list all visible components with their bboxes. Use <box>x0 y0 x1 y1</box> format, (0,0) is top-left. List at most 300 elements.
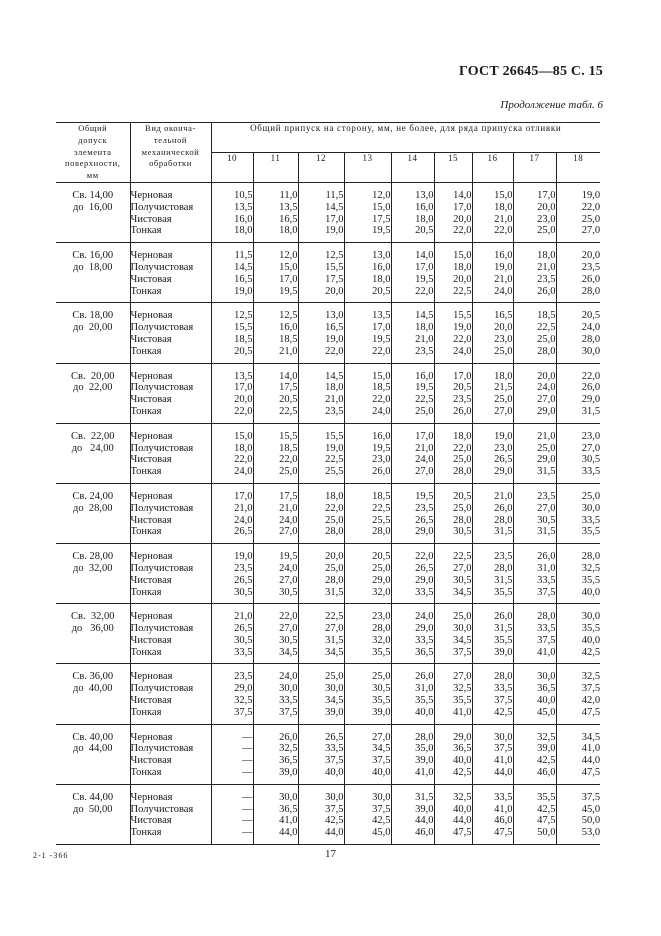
allowance-value: 26,0 <box>279 731 298 743</box>
allowance-values-cell <box>472 784 513 844</box>
allowance-value: 20,5 <box>372 285 391 297</box>
tolerance-range-text: до 36,00 <box>71 623 114 635</box>
allowance-values-cell <box>298 363 344 423</box>
allowance-value: 20,5 <box>234 345 253 357</box>
allowance-value: 44,0 <box>279 827 298 839</box>
allowance-values-cell <box>391 303 434 363</box>
allowance-value: 35,0 <box>415 743 434 755</box>
allowance-value: 21,0 <box>537 261 556 273</box>
allowance-value: 26,0 <box>372 466 391 478</box>
allowance-values-cell <box>211 544 253 604</box>
allowance-value: 21,0 <box>279 502 298 514</box>
machining-type-cell <box>130 544 211 604</box>
allowance-value: 23,5 <box>494 551 513 563</box>
allowance-value: 25,0 <box>453 454 472 466</box>
allowance-values-cell <box>434 182 472 242</box>
allowance-table <box>56 122 600 845</box>
table-row <box>56 423 600 483</box>
allowance-value: 27,0 <box>494 405 513 417</box>
allowance-value: — <box>242 791 253 803</box>
machining-type-label: Чистовая <box>130 454 172 466</box>
allowance-value: 27,0 <box>279 574 298 586</box>
allowance-value: 22,5 <box>453 285 472 297</box>
allowance-values-cell <box>298 243 344 303</box>
allowance-values-cell <box>211 182 253 242</box>
table-row <box>56 784 600 844</box>
allowance-value: 26,5 <box>234 623 253 635</box>
allowance-value: 21,0 <box>234 611 253 623</box>
allowance-values-cell <box>391 483 434 543</box>
header-text: допуск <box>78 134 108 145</box>
tolerance-range-text: до 22,00 <box>73 382 113 394</box>
allowance-values-cell <box>513 363 556 423</box>
allowance-value: 17,0 <box>415 261 434 273</box>
allowance-value: 36,5 <box>415 646 434 658</box>
allowance-value: 25,5 <box>372 514 391 526</box>
allowance-value: 22,0 <box>581 370 601 382</box>
allowance-value: 53,0 <box>581 827 601 839</box>
allowance-value: 34,5 <box>325 646 344 658</box>
table-row <box>56 243 600 303</box>
allowance-value: 17,0 <box>453 370 472 382</box>
tolerance-range-cell <box>56 423 130 483</box>
allowance-values-cell <box>298 664 344 724</box>
allowance-value: 13,0 <box>325 310 344 322</box>
tolerance-range-text: до 40,00 <box>73 683 113 695</box>
allowance-value: 20,0 <box>537 201 556 213</box>
header-text: мм <box>86 170 99 181</box>
allowance-value: 32,0 <box>372 586 391 598</box>
allowance-value: 24,0 <box>279 562 298 574</box>
allowance-value: 28,0 <box>581 285 601 297</box>
allowance-values-cell <box>211 664 253 724</box>
allowance-value: 20,5 <box>453 382 472 394</box>
allowance-value: 37,5 <box>325 803 344 815</box>
allowance-value: 27,0 <box>537 502 556 514</box>
allowance-value: 24,0 <box>415 611 434 623</box>
allowance-value: 30,0 <box>325 791 344 803</box>
allowance-value: 20,5 <box>453 490 472 502</box>
allowance-value: 35,5 <box>581 574 601 586</box>
table-row <box>56 303 600 363</box>
machining-type-label: Тонкая <box>130 646 162 658</box>
allowance-value: 23,5 <box>325 405 344 417</box>
allowance-value: 24,0 <box>279 671 298 683</box>
allowance-value: 45,0 <box>537 706 556 718</box>
allowance-value: 22,0 <box>372 345 391 357</box>
allowance-value: 20,0 <box>581 250 601 262</box>
allowance-value: 35,5 <box>494 634 513 646</box>
allowance-value: 39,0 <box>494 646 513 658</box>
tolerance-range-cell <box>56 784 130 844</box>
allowance-value: 17,5 <box>372 213 391 225</box>
allowance-value: 20,5 <box>279 394 298 406</box>
allowance-value: 24,0 <box>453 345 472 357</box>
header-text: тельной <box>153 134 188 145</box>
allowance-value: 18,0 <box>234 442 253 454</box>
allowance-value: 34,5 <box>581 731 601 743</box>
allowance-value: 21,0 <box>279 345 298 357</box>
allowance-value: 16,0 <box>234 213 253 225</box>
allowance-value: 39,0 <box>372 706 391 718</box>
allowance-value: 10,5 <box>234 189 253 201</box>
machining-type-cell <box>130 604 211 664</box>
allowance-value: 15,0 <box>372 370 391 382</box>
allowance-value: 35,5 <box>415 695 434 707</box>
allowance-values-cell <box>298 604 344 664</box>
allowance-values-cell <box>253 243 298 303</box>
allowance-value: 27,0 <box>453 562 472 574</box>
allowance-value: 18,5 <box>279 333 298 345</box>
allowance-value: 31,0 <box>537 562 556 574</box>
allowance-value: 18,5 <box>372 490 391 502</box>
allowance-value: 15,0 <box>494 189 513 201</box>
allowance-value: 31,5 <box>325 634 344 646</box>
allowance-value: 44,0 <box>415 815 434 827</box>
machining-type-label: Чистовая <box>130 695 172 707</box>
allowance-value: 19,0 <box>325 442 344 454</box>
allowance-value: 25,5 <box>325 466 344 478</box>
machining-type-cell <box>130 483 211 543</box>
tolerance-range-text: Св. 24,00 <box>72 490 114 502</box>
allowance-values-cell <box>513 243 556 303</box>
allowance-value: 19,0 <box>325 333 344 345</box>
allowance-value: 32,5 <box>581 562 601 574</box>
allowance-values-cell <box>556 604 600 664</box>
allowance-value: 19,0 <box>325 225 344 237</box>
machining-type-cell <box>130 784 211 844</box>
allowance-value: 29,0 <box>494 466 513 478</box>
allowance-value: 28,0 <box>372 526 391 538</box>
allowance-value: 19,0 <box>234 285 253 297</box>
allowance-values-cell <box>344 604 391 664</box>
allowance-values-cell <box>211 604 253 664</box>
allowance-value: 30,0 <box>372 791 391 803</box>
allowance-value: 22,0 <box>453 442 472 454</box>
allowance-value: 19,5 <box>372 333 391 345</box>
tolerance-column-header <box>56 123 130 183</box>
allowance-value: 36,5 <box>453 743 472 755</box>
allowance-values-cell <box>391 363 434 423</box>
allowance-values-cell <box>472 664 513 724</box>
allowance-value: 33,5 <box>537 623 556 635</box>
page-number: 17 <box>325 848 336 860</box>
allowance-value: 39,0 <box>415 755 434 767</box>
allowance-value: 19,5 <box>279 551 298 563</box>
allowance-value: 16,0 <box>415 201 434 213</box>
allowance-value: 32,5 <box>234 695 253 707</box>
allowance-value: 47,5 <box>453 827 472 839</box>
allowance-value: 42,5 <box>494 706 513 718</box>
allowance-value: 28,0 <box>453 514 472 526</box>
allowance-value: 46,0 <box>537 767 556 779</box>
machining-type-label: Получистовая <box>130 382 194 394</box>
allowance-value: 31,5 <box>581 405 601 417</box>
allowance-value: 17,0 <box>372 322 391 334</box>
allowance-value: 30,5 <box>453 574 472 586</box>
allowance-value: 45,0 <box>372 827 391 839</box>
machining-type-label: Тонкая <box>130 706 162 718</box>
allowance-value: 46,0 <box>494 815 513 827</box>
allowance-value: 42,5 <box>537 755 556 767</box>
series-header-10: 10 <box>211 152 253 182</box>
allowance-value: 15,5 <box>234 322 253 334</box>
allowance-value: 47,5 <box>494 827 513 839</box>
header-text: обработки <box>149 158 192 169</box>
allowance-value: 29,0 <box>453 731 472 743</box>
allowance-value: 44,0 <box>494 767 513 779</box>
allowance-values-cell <box>211 483 253 543</box>
allowance-value: 23,0 <box>494 442 513 454</box>
allowance-value: 21,0 <box>325 394 344 406</box>
machining-type-label: Черновая <box>130 731 173 743</box>
machining-type-label: Получистовая <box>130 201 194 213</box>
tolerance-range-text: Св. 20,00 <box>71 370 115 382</box>
allowance-value: 17,5 <box>279 490 298 502</box>
allowance-value: 26,0 <box>494 502 513 514</box>
machining-type-cell <box>130 243 211 303</box>
allowance-value: 30,5 <box>581 454 601 466</box>
allowance-values-cell <box>344 664 391 724</box>
allowance-value: 31,0 <box>415 683 434 695</box>
allowance-value: 30,5 <box>279 634 298 646</box>
allowance-value: 19,5 <box>415 490 434 502</box>
machining-type-label: Чистовая <box>130 394 172 406</box>
allowance-value: 22,0 <box>453 225 472 237</box>
allowance-value: 18,0 <box>453 430 472 442</box>
allowance-value: 32,5 <box>453 791 472 803</box>
allowance-value: 28,0 <box>494 562 513 574</box>
allowance-value: 12,0 <box>372 189 391 201</box>
allowance-value: 18,0 <box>494 201 513 213</box>
allowance-value: 19,5 <box>372 442 391 454</box>
table-row <box>56 664 600 724</box>
tolerance-range-text: Св. 36,00 <box>72 671 114 683</box>
tolerance-range-cell <box>56 664 130 724</box>
allowance-values-cell <box>253 182 298 242</box>
allowance-value: 18,5 <box>234 333 253 345</box>
allowance-value: 23,0 <box>372 611 391 623</box>
allowance-value: 17,0 <box>453 201 472 213</box>
allowance-value: 22,5 <box>537 322 556 334</box>
allowance-values-cell <box>253 784 298 844</box>
allowance-value: 16,5 <box>279 213 298 225</box>
allowance-values-cell <box>556 363 600 423</box>
allowance-value: 27,0 <box>415 466 434 478</box>
allowance-value: 18,0 <box>453 261 472 273</box>
allowance-value: 37,5 <box>453 646 472 658</box>
allowance-value: 17,0 <box>234 382 253 394</box>
machining-type-column-header <box>130 123 211 183</box>
allowance-value: 23,5 <box>234 671 253 683</box>
allowance-value: 27,0 <box>325 623 344 635</box>
allowance-value: 28,0 <box>537 345 556 357</box>
allowance-values-cell <box>344 363 391 423</box>
allowance-value: 18,0 <box>537 250 556 262</box>
allowance-value: 37,5 <box>372 803 391 815</box>
tolerance-range-text: Св. 28,00 <box>72 551 114 563</box>
machining-type-label: Тонкая <box>130 225 162 237</box>
series-header-11: 11 <box>253 152 298 182</box>
allowance-value: 25,0 <box>325 514 344 526</box>
print-code: 2-1 -366 <box>33 851 69 860</box>
allowance-value: 28,0 <box>453 466 472 478</box>
allowance-value: 44,0 <box>581 755 601 767</box>
allowance-values-cell <box>472 724 513 784</box>
allowance-values-cell <box>513 664 556 724</box>
allowance-value: 29,0 <box>415 574 434 586</box>
allowance-value: 26,0 <box>415 671 434 683</box>
machining-type-label: Тонкая <box>130 767 162 779</box>
allowance-value: 28,0 <box>581 333 601 345</box>
header-text: поверхности, <box>65 158 121 169</box>
machining-type-label: Чистовая <box>130 815 172 827</box>
allowance-value: 26,5 <box>415 514 434 526</box>
allowance-value: 16,5 <box>234 273 253 285</box>
allowance-value: 35,5 <box>494 586 513 598</box>
allowance-value: 19,0 <box>494 261 513 273</box>
allowance-value: 30,0 <box>279 683 298 695</box>
allowance-value: 39,0 <box>537 743 556 755</box>
table-row <box>56 483 600 543</box>
allowance-value: 30,5 <box>234 586 253 598</box>
machining-type-label: Получистовая <box>130 261 194 273</box>
allowance-value: 39,0 <box>415 803 434 815</box>
allowance-values-cell <box>211 423 253 483</box>
allowance-value: 25,0 <box>415 405 434 417</box>
allowance-value: 15,0 <box>453 250 472 262</box>
allowance-value: 23,5 <box>415 345 434 357</box>
allowance-value: 33,5 <box>581 466 601 478</box>
machining-type-label: Черновая <box>130 551 173 563</box>
allowance-value: 15,0 <box>234 430 253 442</box>
tolerance-range-cell <box>56 303 130 363</box>
allowance-value: 39,0 <box>279 767 298 779</box>
allowance-value: 31,5 <box>415 791 434 803</box>
allowance-values-cell <box>298 724 344 784</box>
allowance-values-cell <box>556 423 600 483</box>
allowance-value: 32,0 <box>372 634 391 646</box>
allowance-values-cell <box>344 724 391 784</box>
allowance-value: 21,5 <box>494 382 513 394</box>
allowance-value: 30,0 <box>279 791 298 803</box>
tolerance-range-text: Св. 32,00 <box>71 611 115 623</box>
allowance-value: 26,0 <box>581 273 601 285</box>
machining-type-label: Получистовая <box>130 683 194 695</box>
allowance-values-cell <box>472 182 513 242</box>
allowance-values-cell <box>513 423 556 483</box>
allowance-value: 45,0 <box>581 803 601 815</box>
allowance-values-cell <box>344 243 391 303</box>
allowance-value: 30,5 <box>234 634 253 646</box>
machining-type-label: Чистовая <box>130 213 172 225</box>
allowance-value: 36,5 <box>279 755 298 767</box>
allowance-value: 40,0 <box>453 803 472 815</box>
allowance-value: 23,5 <box>537 273 556 285</box>
machining-type-label: Получистовая <box>130 562 194 574</box>
allowance-value: 30,0 <box>581 611 601 623</box>
allowance-value: 20,0 <box>325 551 344 563</box>
table-row <box>56 724 600 784</box>
machining-type-label: Черновая <box>130 250 173 262</box>
allowance-value: 26,5 <box>234 574 253 586</box>
allowance-value: 31,5 <box>537 466 556 478</box>
allowance-value: 34,5 <box>453 634 472 646</box>
allowance-value: 14,0 <box>453 189 472 201</box>
series-header-17: 17 <box>513 152 556 182</box>
machining-type-label: Получистовая <box>130 623 194 635</box>
tolerance-range-text: Св. 40,00 <box>72 731 114 743</box>
allowance-value: 27,0 <box>537 394 556 406</box>
allowance-value: 27,0 <box>279 526 298 538</box>
allowance-value: 22,0 <box>234 454 253 466</box>
allowance-value: 33,5 <box>494 683 513 695</box>
allowance-span-header: Общий припуск на сторону, мм, не более, для ряда припуска отливки <box>211 123 600 153</box>
allowance-value: — <box>242 815 253 827</box>
tolerance-range-text: до 32,00 <box>73 562 113 574</box>
tolerance-range-cell <box>56 483 130 543</box>
allowance-values-cell <box>344 483 391 543</box>
allowance-value: 13,0 <box>372 250 391 262</box>
allowance-value: 36,5 <box>279 803 298 815</box>
allowance-value: 22,0 <box>494 225 513 237</box>
allowance-value: 22,5 <box>325 611 344 623</box>
allowance-value: 26,0 <box>581 382 601 394</box>
tolerance-range-text: до 28,00 <box>73 502 113 514</box>
allowance-value: 28,0 <box>372 623 391 635</box>
allowance-values-cell <box>391 664 434 724</box>
allowance-value: 25,0 <box>537 442 556 454</box>
allowance-value: 24,0 <box>537 382 556 394</box>
allowance-values-cell <box>344 303 391 363</box>
document-title: ГОСТ 26645—85 С. 15 <box>459 64 603 79</box>
allowance-value: 17,5 <box>325 273 344 285</box>
allowance-value: 11,0 <box>279 189 298 201</box>
allowance-values-cell <box>472 483 513 543</box>
machining-type-label: Тонкая <box>130 586 162 598</box>
allowance-value: 30,0 <box>325 683 344 695</box>
tolerance-range-text: Св. 18,00 <box>72 310 114 322</box>
allowance-values-cell <box>344 423 391 483</box>
allowance-value: 12,5 <box>234 310 253 322</box>
allowance-value: 13,5 <box>372 310 391 322</box>
machining-type-label: Получистовая <box>130 803 194 815</box>
allowance-values-cell <box>513 544 556 604</box>
allowance-value: 23,0 <box>494 333 513 345</box>
tolerance-range-text: Св. 14,00 <box>72 189 114 201</box>
allowance-value: 37,5 <box>279 706 298 718</box>
machining-type-label: Тонкая <box>130 526 162 538</box>
allowance-value: 40,0 <box>415 706 434 718</box>
allowance-value: 15,0 <box>279 261 298 273</box>
machining-type-label: Черновая <box>130 430 173 442</box>
allowance-value: 25,0 <box>453 611 472 623</box>
allowance-value: 13,0 <box>415 189 434 201</box>
table-continuation-label: Продолжение табл. 6 <box>500 99 603 111</box>
machining-type-cell <box>130 724 211 784</box>
machining-type-label: Получистовая <box>130 442 194 454</box>
series-header-12: 12 <box>298 152 344 182</box>
allowance-value: 40,0 <box>537 695 556 707</box>
allowance-values-cell <box>434 483 472 543</box>
allowance-value: 33,5 <box>537 574 556 586</box>
allowance-values-cell <box>472 243 513 303</box>
allowance-value: 22,0 <box>279 454 298 466</box>
allowance-value: 31,5 <box>494 623 513 635</box>
allowance-values-cell <box>434 243 472 303</box>
allowance-value: 19,0 <box>234 551 253 563</box>
allowance-values-cell <box>298 784 344 844</box>
